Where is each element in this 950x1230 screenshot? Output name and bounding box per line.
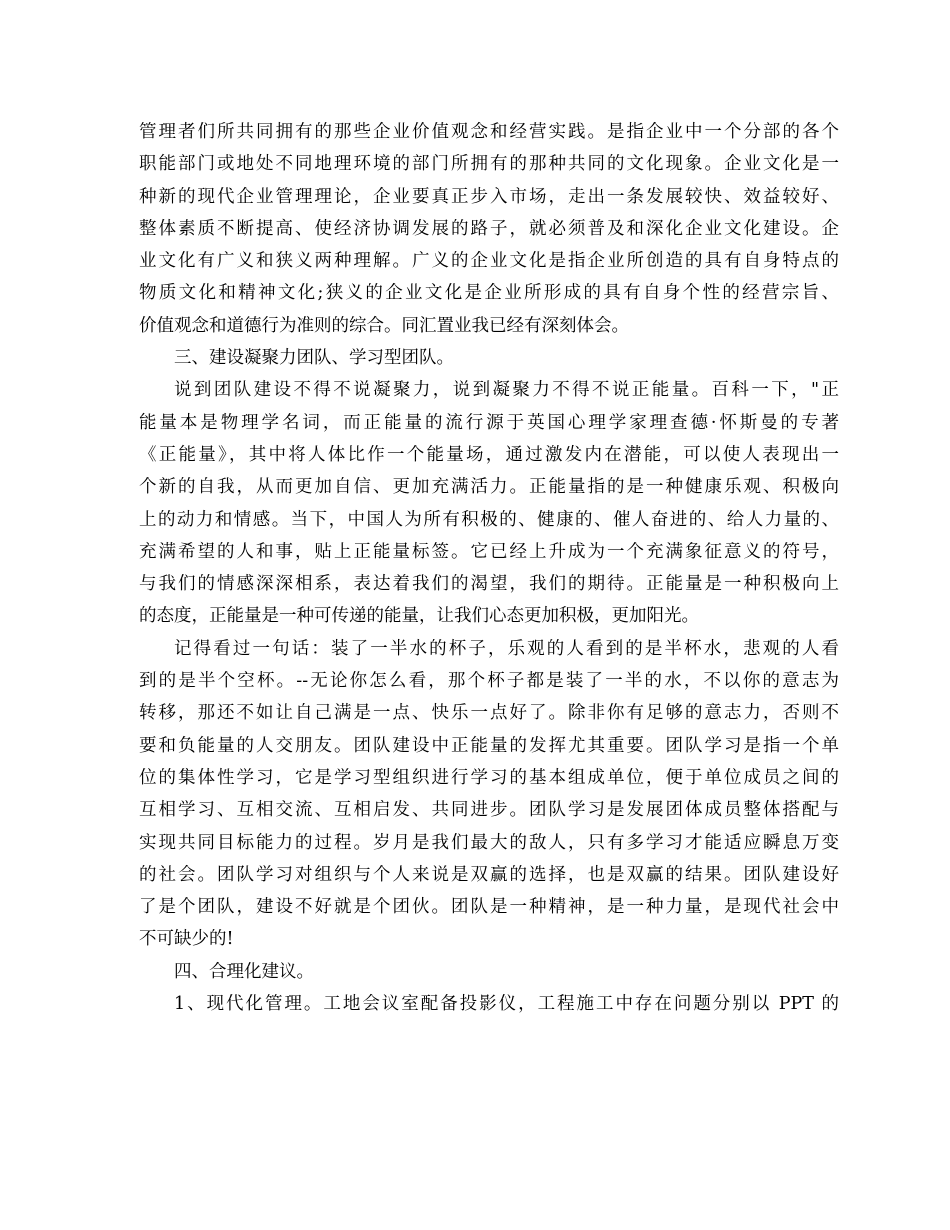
text-line: 个新的自我，从而更加自信、更加充满活力。正能量指的是一种健康乐观、积极向	[139, 477, 839, 498]
paragraph-start-line: 三、建设凝聚力团队、学习型团队。	[174, 348, 454, 369]
paragraph-start-line: 1、现代化管理。工地会议室配备投影仪，工程施工中存在问题分别以 PPT 的	[174, 994, 839, 1015]
text-line: 管理者们所共同拥有的那些企业价值观念和经营实践。是指企业中一个分部的各个	[139, 122, 839, 142]
paragraph-start-line: 记得看过一句话：装了一半水的杯子，乐观的人看到的是半杯水，悲观的人看	[174, 638, 839, 659]
text-line: 要和负能量的人交朋友。团队建设中正能量的发挥尤其重要。团队学习是指一个单	[139, 735, 839, 756]
text-line: 种新的现代企业管理理论，企业要真正步入市场，走出一条发展较快、效益较好、	[139, 186, 839, 207]
text-line: 到的是半个空杯。--无论你怎么看，那个杯子都是装了一半的水，不以你的意志为	[139, 671, 839, 692]
text-line: 互相学习、互相交流、互相启发、共同进步。团队学习是发展团体成员整体搭配与	[139, 800, 839, 821]
text-line: 充满希望的人和事，贴上正能量标签。它已经上升成为一个充满象征意义的符号，	[139, 541, 839, 562]
text-line: 的态度，正能量是一种可传递的能量，让我们心态更加积极，更加阳光。	[139, 606, 699, 627]
text-line: 转移，那还不如让自己满是一点、快乐一点好了。除非你有足够的意志力，否则不	[139, 703, 839, 724]
text-line: 上的动力和情感。当下，中国人为所有积极的、健康的、催人奋进的、给人力量的、	[139, 509, 839, 530]
paragraph-start-line: 说到团队建设不得不说凝聚力，说到凝聚力不得不说正能量。百科一下，"正	[174, 380, 839, 401]
text-line: 的社会。团队学习对组织与个人来说是双赢的选择，也是双赢的结果。团队建设好	[139, 864, 839, 885]
text-line: 位的集体性学习，它是学习型组织进行学习的基本组成单位，便于单位成员之间的	[139, 767, 839, 788]
text-line: 不可缺少的!	[139, 929, 234, 950]
text-line: 价值观念和道德行为准则的综合。同汇置业我已经有深刻体会。	[139, 315, 629, 336]
text-line: 实现共同目标能力的过程。岁月是我们最大的敌人，只有多学习才能适应瞬息万变	[139, 832, 839, 853]
text-line: 职能部门或地处不同地理环境的部门所拥有的那种共同的文化现象。企业文化是一	[139, 154, 839, 175]
text-line: 了是个团队，建设不好就是个团伙。团队是一种精神，是一种力量，是现代社会中	[139, 897, 839, 918]
text-line: 能量本是物理学名词，而正能量的流行源于英国心理学家理查德·怀斯曼的专著	[139, 412, 839, 433]
document-body	[139, 116, 839, 1020]
text-line: 《正能量》，其中将人体比作一个能量场，通过激发内在潜能，可以使人表现出一	[139, 444, 839, 465]
text-line: 整体素质不断提高、使经济协调发展的路子，就必须普及和深化企业文化建设。企	[139, 218, 839, 239]
text-line: 物质文化和精神文化;狭义的企业文化是企业所形成的具有自身个性的经营宗旨、	[139, 283, 839, 304]
text-line: 与我们的情感深深相系，表达着我们的渴望，我们的期待。正能量是一种积极向上	[139, 574, 839, 595]
text-line: 业文化有广义和狭义两种理解。广义的企业文化是指企业所创造的具有自身特点的	[139, 251, 839, 272]
paragraph-start-line: 四、合理化建议。	[174, 961, 314, 982]
